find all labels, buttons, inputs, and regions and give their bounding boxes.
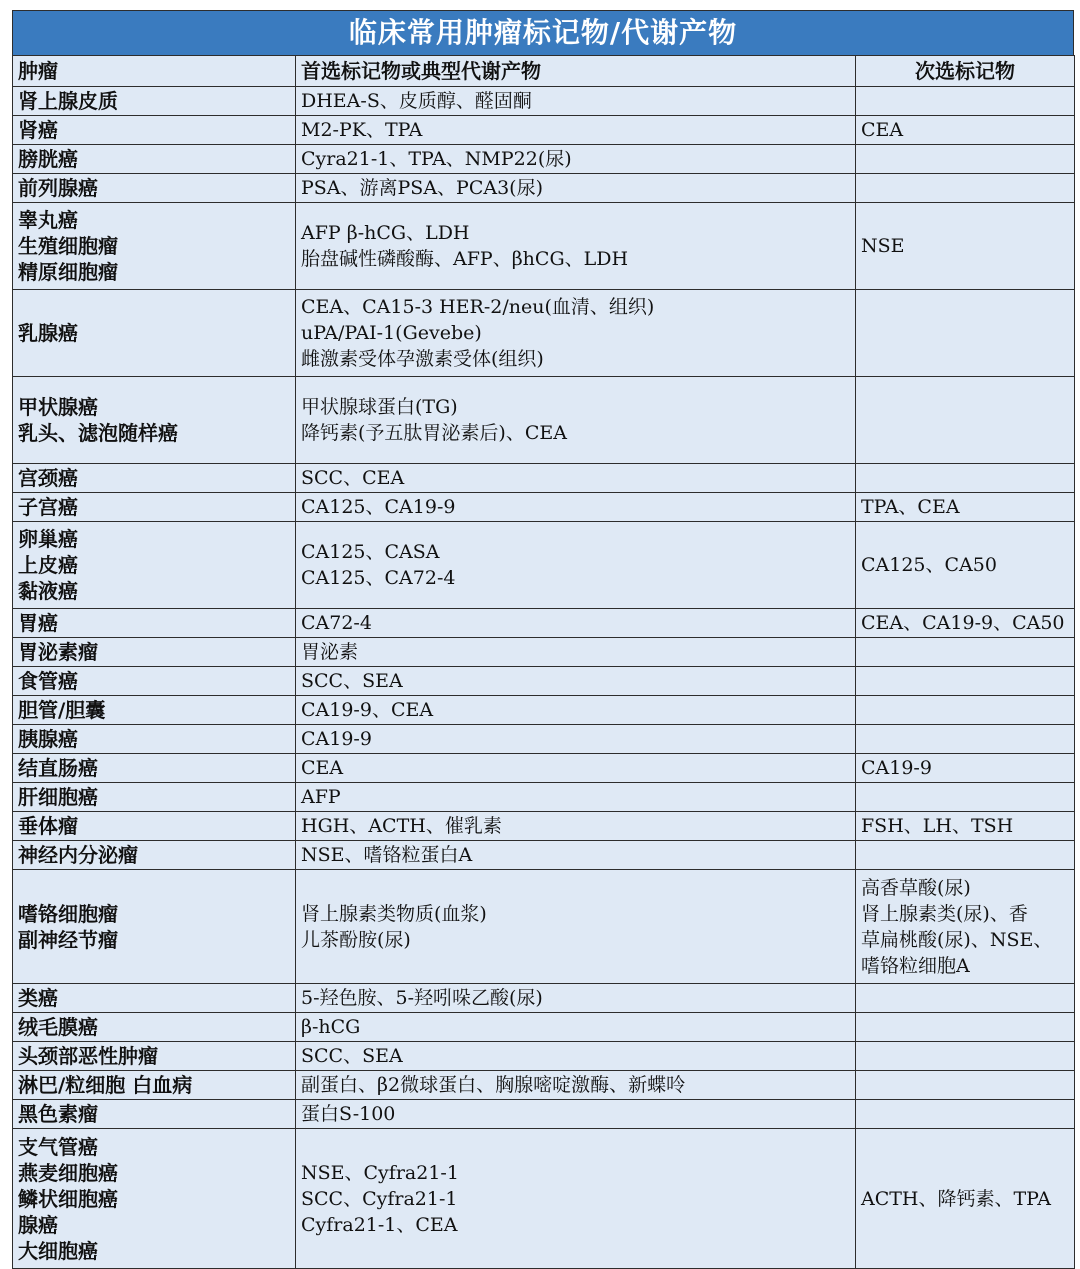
tumor-line: 胃泌素瘤: [18, 640, 98, 664]
primary-marker-line: CA125、CASA: [301, 541, 440, 563]
primary-marker-cell: [296, 464, 856, 493]
secondary-marker-cell: [856, 290, 1075, 377]
table-row: [13, 667, 1075, 696]
primary-marker-line: 副蛋白、β2微球蛋白、胸腺嘧啶激酶、新蝶呤: [301, 1074, 686, 1096]
primary-marker-line: CA125、CA19-9: [301, 496, 456, 518]
secondary-marker-line: 肾上腺素类(尿)、香: [861, 902, 1028, 925]
table-row: [13, 145, 1075, 174]
primary-marker-line: 胃泌素: [301, 641, 359, 663]
table-row: [13, 812, 1075, 841]
table-row: [13, 609, 1075, 638]
tumor-line: 肾上腺皮质: [18, 89, 118, 113]
tumor-line: 燕麦细胞癌: [18, 1160, 118, 1185]
tumor-cell: [13, 667, 296, 696]
tumor-line: 结直肠癌: [18, 756, 98, 780]
tumor-line: 子宫癌: [18, 495, 78, 519]
tumor-line: 胃癌: [18, 611, 58, 635]
secondary-marker-cell: [856, 696, 1075, 725]
primary-marker-line: 5-羟色胺、5-羟吲哚乙酸(尿): [301, 987, 543, 1009]
primary-marker-line: NSE、嗜铬粒蛋白A: [301, 844, 473, 866]
secondary-marker-cell: [856, 87, 1075, 116]
tumor-cell: [13, 1071, 296, 1100]
tumor-line: 绒毛膜癌: [18, 1015, 98, 1039]
tumor-line: 黑色素瘤: [18, 1102, 98, 1126]
tumor-cell: [13, 145, 296, 174]
tumor-cell: [13, 1129, 296, 1269]
primary-marker-line: 雌激素受体孕激素受体(组织): [301, 348, 544, 370]
secondary-marker-cell: [856, 493, 1075, 522]
tumor-line: 淋巴/粒细胞 白血病: [18, 1073, 193, 1097]
tumor-cell: [13, 1042, 296, 1071]
secondary-marker-cell: [856, 870, 1075, 984]
tumor-cell: [13, 725, 296, 754]
primary-marker-cell: [296, 522, 856, 609]
primary-marker-line: β-hCG: [301, 1016, 361, 1038]
primary-marker-line: AFP: [301, 786, 341, 808]
table-row: [13, 984, 1075, 1013]
secondary-marker-cell: [856, 145, 1075, 174]
table-row: [13, 87, 1075, 116]
tumor-line: 胰腺癌: [18, 727, 78, 751]
primary-marker-line: 胎盘碱性磷酸酶、AFP、βhCG、LDH: [301, 248, 629, 270]
tumor-line: 嗜铬细胞瘤: [18, 901, 118, 926]
secondary-marker-cell: [856, 812, 1075, 841]
tumor-cell: [13, 377, 296, 464]
primary-marker-line: uPA/PAI-1(Gevebe): [301, 322, 482, 344]
table-row: [13, 1071, 1075, 1100]
primary-marker-cell: [296, 1100, 856, 1129]
tumor-line: 腺癌: [18, 1212, 58, 1237]
secondary-marker-cell: [856, 116, 1075, 145]
primary-marker-cell: [296, 493, 856, 522]
secondary-marker-cell: [856, 638, 1075, 667]
tumor-line: 副神经节瘤: [18, 927, 118, 952]
tumor-line: 肾癌: [18, 118, 58, 142]
secondary-marker-line: CEA、CA19-9、CA50: [861, 612, 1065, 634]
secondary-marker-cell: [856, 609, 1075, 638]
primary-marker-cell: [296, 1013, 856, 1042]
table-row: [13, 870, 1075, 984]
primary-marker-cell: [296, 1071, 856, 1100]
table-row: [13, 1100, 1075, 1129]
tumor-line: 黏液癌: [18, 579, 78, 603]
secondary-marker-cell: [856, 841, 1075, 870]
primary-marker-line: 蛋白S-100: [301, 1103, 396, 1125]
secondary-marker-cell: [856, 667, 1075, 696]
primary-marker-cell: [296, 725, 856, 754]
table-body: [13, 87, 1075, 1269]
tumor-cell: [13, 290, 296, 377]
tumor-cell: [13, 841, 296, 870]
primary-marker-line: CA19-9: [301, 728, 372, 750]
primary-marker-cell: [296, 841, 856, 870]
tumor-line: 上皮癌: [18, 553, 78, 577]
marker-table: [12, 55, 1075, 1269]
primary-marker-cell: [296, 87, 856, 116]
table-row: [13, 116, 1075, 145]
primary-marker-line: 肾上腺素类物质(血浆): [301, 902, 487, 925]
secondary-marker-cell: [856, 1071, 1075, 1100]
primary-marker-line: DHEA-S、皮质醇、醛固酮: [301, 90, 532, 112]
tumor-line: 膀胱癌: [18, 147, 78, 171]
secondary-marker-cell: [856, 1042, 1075, 1071]
tumor-cell: [13, 984, 296, 1013]
secondary-marker-cell: [856, 464, 1075, 493]
tumor-line: 鳞状细胞癌: [18, 1186, 118, 1211]
tumor-line: 卵巢癌: [18, 527, 78, 551]
secondary-marker-line: ACTH、降钙素、TPA: [861, 1187, 1051, 1210]
secondary-marker-line: NSE: [861, 235, 905, 257]
primary-marker-cell: [296, 984, 856, 1013]
primary-marker-line: SCC、CEA: [301, 467, 405, 489]
table-row: [13, 696, 1075, 725]
tumor-line: 乳头、滤泡随样癌: [18, 421, 178, 445]
column-header-secondary: 次选标记物: [856, 56, 1075, 87]
tumor-cell: [13, 812, 296, 841]
tumor-line: 胆管/胆囊: [18, 698, 106, 722]
table-row: [13, 174, 1075, 203]
tumor-cell: [13, 203, 296, 290]
primary-marker-cell: [296, 1042, 856, 1071]
tumor-line: 前列腺癌: [18, 176, 98, 200]
table-row: [13, 841, 1075, 870]
primary-marker-cell: [296, 203, 856, 290]
primary-marker-cell: [296, 667, 856, 696]
tumor-cell: [13, 754, 296, 783]
table-row: [13, 754, 1075, 783]
secondary-marker-line: CEA: [861, 119, 904, 141]
secondary-marker-cell: [856, 377, 1075, 464]
primary-marker-cell: [296, 116, 856, 145]
table-row: [13, 638, 1075, 667]
primary-marker-line: SCC、SEA: [301, 1045, 403, 1067]
table-row: [13, 290, 1075, 377]
primary-marker-cell: [296, 870, 856, 984]
tumor-line: 支气管癌: [18, 1134, 98, 1159]
primary-marker-line: 降钙素(予五肽胃泌素后)、CEA: [301, 422, 567, 444]
secondary-marker-line: TPA、CEA: [861, 496, 960, 518]
secondary-marker-cell: [856, 203, 1075, 290]
tumor-line: 宫颈癌: [18, 466, 78, 490]
tumor-cell: [13, 87, 296, 116]
tumor-cell: [13, 609, 296, 638]
primary-marker-cell: [296, 812, 856, 841]
primary-marker-cell: [296, 1129, 856, 1269]
table-row: [13, 783, 1075, 812]
primary-marker-cell: [296, 638, 856, 667]
table-row: [13, 377, 1075, 464]
tumor-line: 生殖细胞瘤: [18, 234, 118, 258]
primary-marker-cell: [296, 174, 856, 203]
table-row: [13, 1129, 1075, 1269]
primary-marker-cell: [296, 145, 856, 174]
marker-table-sheet: [12, 10, 1074, 1269]
table-row: [13, 203, 1075, 290]
tumor-line: 头颈部恶性肿瘤: [18, 1044, 158, 1068]
table-title: 临床常用肿瘤标记物/代谢产物: [12, 10, 1074, 55]
tumor-cell: [13, 116, 296, 145]
secondary-marker-line: 嗜铬粒细胞A: [861, 954, 970, 977]
primary-marker-line: CA72-4: [301, 612, 372, 634]
primary-marker-line: M2-PK、TPA: [301, 119, 423, 141]
column-header-tumor: 肿瘤: [13, 56, 296, 87]
secondary-marker-cell: [856, 1129, 1075, 1269]
primary-marker-line: PSA、游离PSA、PCA3(尿): [301, 177, 543, 199]
primary-marker-line: CA19-9、CEA: [301, 699, 434, 721]
header-row: [13, 56, 1075, 87]
tumor-cell: [13, 783, 296, 812]
secondary-marker-cell: [856, 174, 1075, 203]
secondary-marker-line: CA125、CA50: [861, 554, 997, 576]
primary-marker-line: AFP β-hCG、LDH: [301, 222, 470, 244]
tumor-cell: [13, 1100, 296, 1129]
tumor-line: 食管癌: [18, 669, 78, 693]
secondary-marker-cell: [856, 984, 1075, 1013]
secondary-marker-cell: [856, 1013, 1075, 1042]
secondary-marker-line: 高香草酸(尿): [861, 876, 971, 899]
secondary-marker-line: CA19-9: [861, 757, 932, 779]
primary-marker-cell: [296, 783, 856, 812]
primary-marker-cell: [296, 290, 856, 377]
tumor-line: 乳腺癌: [18, 321, 78, 345]
secondary-marker-line: FSH、LH、TSH: [861, 815, 1014, 837]
primary-marker-cell: [296, 609, 856, 638]
secondary-marker-cell: [856, 1100, 1075, 1129]
table-row: [13, 464, 1075, 493]
tumor-cell: [13, 493, 296, 522]
primary-marker-line: CA125、CA72-4: [301, 567, 456, 589]
primary-marker-line: Cyra21-1、TPA、NMP22(尿): [301, 148, 572, 170]
primary-marker-line: HGH、ACTH、催乳素: [301, 815, 502, 837]
secondary-marker-line: 草扁桃酸(尿)、NSE、: [861, 928, 1053, 951]
secondary-marker-cell: [856, 783, 1075, 812]
primary-marker-line: 儿茶酚胺(尿): [301, 928, 411, 951]
primary-marker-line: 甲状腺球蛋白(TG): [301, 396, 458, 418]
tumor-cell: [13, 1013, 296, 1042]
primary-marker-line: CEA: [301, 757, 344, 779]
table-row: [13, 1042, 1075, 1071]
tumor-line: 精原细胞瘤: [18, 260, 118, 284]
tumor-line: 肝细胞癌: [18, 785, 98, 809]
table-row: [13, 493, 1075, 522]
primary-marker-cell: [296, 696, 856, 725]
secondary-marker-cell: [856, 522, 1075, 609]
table-row: [13, 522, 1075, 609]
tumor-line: 垂体瘤: [18, 814, 78, 838]
tumor-line: 大细胞癌: [18, 1238, 98, 1263]
tumor-cell: [13, 174, 296, 203]
secondary-marker-cell: [856, 754, 1075, 783]
primary-marker-cell: [296, 754, 856, 783]
tumor-cell: [13, 696, 296, 725]
primary-marker-line: CEA、CA15-3 HER-2/neu(血清、组织): [301, 296, 655, 318]
tumor-line: 神经内分泌瘤: [18, 843, 138, 867]
primary-marker-line: SCC、Cyfra21-1: [301, 1187, 458, 1210]
tumor-line: 睾丸癌: [18, 208, 78, 232]
primary-marker-cell: [296, 377, 856, 464]
tumor-cell: [13, 464, 296, 493]
primary-marker-line: SCC、SEA: [301, 670, 403, 692]
primary-marker-line: Cyfra21-1、CEA: [301, 1213, 458, 1236]
table-row: [13, 1013, 1075, 1042]
tumor-line: 类癌: [18, 986, 58, 1010]
secondary-marker-cell: [856, 725, 1075, 754]
tumor-cell: [13, 870, 296, 984]
primary-marker-line: NSE、Cyfra21-1: [301, 1161, 459, 1184]
column-header-primary: 首选标记物或典型代谢产物: [296, 56, 856, 87]
tumor-line: 甲状腺癌: [18, 395, 98, 419]
tumor-cell: [13, 522, 296, 609]
table-row: [13, 725, 1075, 754]
tumor-cell: [13, 638, 296, 667]
